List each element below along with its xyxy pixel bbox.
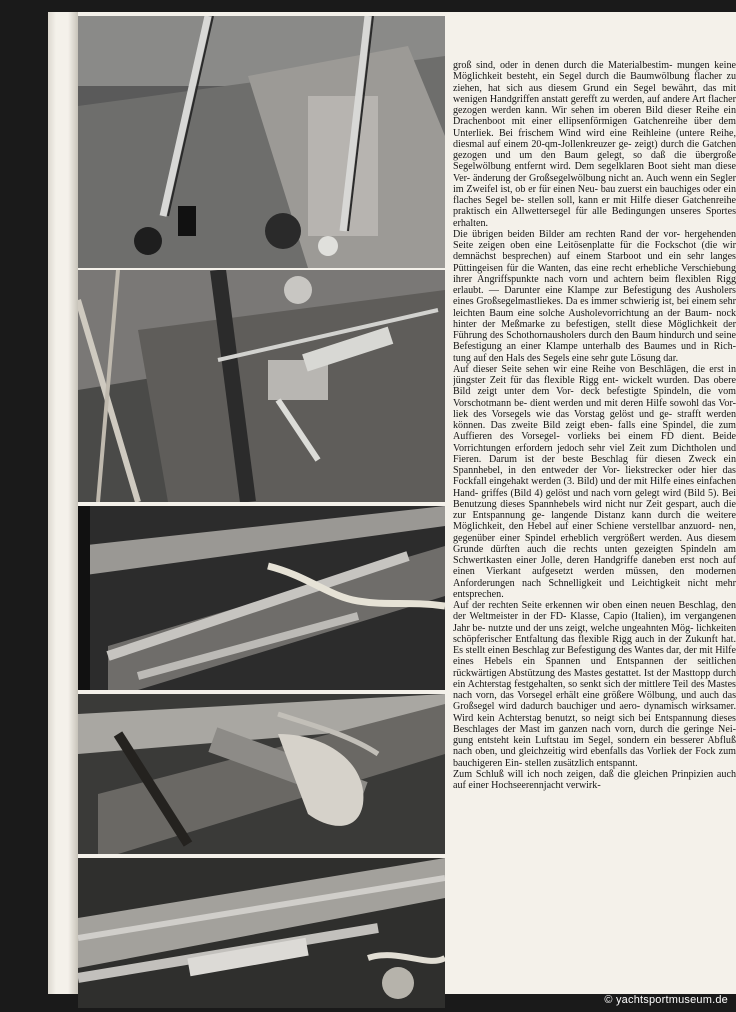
article-paragraph-5: Zum Schluß will ich noch zeigen, daß die gleichen Prinpizien auch auf einer Hochseerennjacht verwirk- (453, 768, 736, 791)
article-paragraph-1: groß sind, oder in denen durch die Materialbestim- mungen keine Möglichkeit besteht, ein Segel durch die Baumwölbung flacher zu ziehen, hat sich aus diesem Grund ein Segel bewährt, das mit wenigen Handgriffen anstatt gerefft zu werden, auf andere Art flacher gezogen werden kann. Wir sehen im oberen Bild dieser Reihe ein Drachenboot mit einer ellipsenförmigen Gatchenreihe über dem Unterliek. Bei frischem Wind wird eine Reihleine (untere Reihe, diesmal auf einem 20-qm-Jollenkreuzer ge- zeigt) durch die Gatchen gezogen und um den Baum gelegt, so daß die übergroße Segelwölbung entfernt wird. Dem segelklaren Boot sieht man diese Ver- änderung der Großsegelwölbung nicht an. Auch wenn ein Segler im Zweifel ist, ob er für einen Neu- bau zuerst ein bauchiges oder ein flaches Segel be- stellen soll, kann er mit Hilfe dieser Gatchenreihe praktisch ein Allwettersegel für alle Bedingungen unseres Sportes erhalten. (453, 60, 736, 229)
photo-centreboard-spindles (78, 858, 445, 1008)
photo-tension-lever (78, 506, 445, 690)
article-paragraph-3: Auf dieser Seite sehen wir eine Reihe von Beschlägen, die erst in jüngster Zeit für das flexible Rigg ent- wickelt wurden. Das obere Bild zeigt unter dem Vor- deck befestigte Spindeln, die vom Vorschotmann be- dient werden und mit deren Hilfe sowohl das Vor- liek des Vorsegels wie das Vorstag gelöst und ge- strafft werden können. Das zweite Bild zeigt eben- falls eine Spindel, die zum Auffieren des Vorsegel- vorlieks bei einem FD dient. Beide Vorrichtungen erfordern jedoch sehr viel Zeit zum Dichtholen und Fieren. Darum ist der beste Beschlag für diesen Zweck ein Spannhebel, in den entweder der Vor- liekstrecker oder hier das Fockfall eingehakt werden (3. Bild) und der mit Hilfe eines einfachen Hand- griffes (Bild 4) gelöst und nach vorn gelegt wird (Bild 5). Bei Benutzung dieses Spannhebels wird nicht nur Zeit gespart, auch die zur Entspannung ge- langende Distanz kann durch die weitere Möglichkeit, den Hebel auf einer Schiene verstellbar anzuord- nen, gegenüber einer Spindel erheblich vergrößert werden. Aus diesem Grunde dürften auch die rechts unten gezeigten Spindeln am Schwertkasten einer Jolle, deren Handgriffe daneben erst noch auf einen Vierkant aufgesetzt werden müssen, den modernen Anforderungen nach Schnelligkeit und Leichtigkeit nicht mehr entsprechen. (453, 363, 736, 600)
source-watermark: © yachtsportmuseum.de (604, 994, 728, 1006)
article-paragraph-2: Die übrigen beiden Bilder am rechten Rand der vor- hergehenden Seite zeigen oben eine Leitösenplatte für die Fockschot (die wir demnächst besprechen) auf einem Starboot und ein sehr langes Püttingeisen für die Wanten, das eine recht erhebliche Verschiebung ihrer Angriffspunkte nach vorn und achtern beim flexiblen Rigg erlaubt. — Darunter eine Klampe zur Befestigung des Ausholers eines Großsegelmastliekes. Da es immer schwierig ist, bei einem sehr leichten Baum eine solche Ausholevorrichtung an der Baum- nock hinter der Meßmarke zu befestigen, stellt diese Möglichkeit der Führung des Schothornausholers durch den Baum hindurch und seine Befestigung an einer Klampe unterhalb des Baumes und in Rich- tung auf den Hals des Segels eine sehr gute Lösung dar. (453, 228, 736, 364)
page-binding-shadow (48, 12, 78, 994)
article-text-column (453, 60, 736, 940)
photo-hand-lever (78, 694, 445, 854)
photo-foredeck-spindles (78, 16, 445, 268)
article-paragraph-4: Auf der rechten Seite erkennen wir oben einen neuen Beschlag, den der Weltmeister in der FD- Klasse, Capio (Italien), im vergangenen Jahr be- nutzte und der uns zeigt, welche ungeahnten Mög- lichkeiten schöpferischer Entfaltung das flexible Rigg auch in der Zukunft hat. Es stellt einen Beschlag zur Befestigung des Wantes dar, der mit Hilfe eines Hebels ein Spannen und Entspannen der seitlichen rückwärtigen Abstützung des Mastes gestattet. Ist der Masttopp durch ein Achterstag festgehalten, so senkt sich der mittlere Teil des Mastes nach vorn, das Vorsegel erhält eine größere Wölbung, und auch das Großsegel wird dadurch bauchiger und aero- dynamisch wirksamer. Wird kein Achterstag benutzt, so neigt sich bei Entspannung dieses Beschlages der Mast im ganzen nach vorn, durch die geringe Nei- gung entsteht kein Luftstau im Segel, sondern ein besserer Abfluß nach oben, und gleichzeitig wird ebenfalls das Vorliek der Fock zum bauchigeren Ein- stellen zusätzlich entspannt. (453, 600, 736, 769)
photo-fd-spindle (78, 270, 445, 502)
